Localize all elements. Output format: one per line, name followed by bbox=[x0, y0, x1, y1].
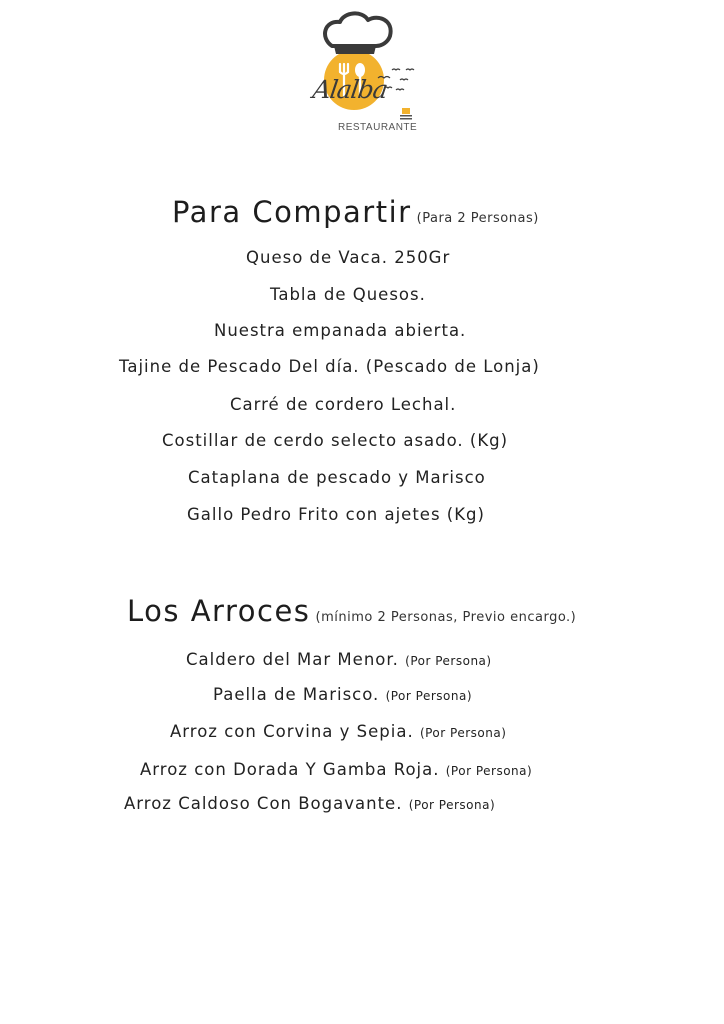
menu-item-label: Paella de Marisco. bbox=[213, 685, 380, 704]
menu-item bbox=[124, 794, 495, 813]
menu-item: Cataplana de pescado y Marisco bbox=[188, 468, 486, 487]
section-note: (mínimo 2 Personas, Previo encargo.) bbox=[315, 610, 577, 625]
menu-item-note: (Por Persona) bbox=[385, 689, 473, 703]
menu-item: Tabla de Quesos. bbox=[270, 285, 426, 304]
menu-item-label: Arroz con Dorada Y Gamba Roja. bbox=[140, 760, 440, 779]
menu-item bbox=[170, 722, 506, 741]
menu-item: Carré de cordero Lechal. bbox=[230, 395, 457, 414]
menu-item: Costillar de cerdo selecto asado. (Kg) bbox=[162, 431, 509, 450]
logo-name: Alalba bbox=[310, 75, 389, 104]
section-title: Los Arroces bbox=[127, 594, 311, 628]
menu-item-note: (Por Persona) bbox=[405, 654, 492, 668]
menu-item: Tajine de Pescado Del día. (Pescado de Lonja) bbox=[119, 357, 540, 376]
menu-item-note: (Por Persona) bbox=[408, 798, 496, 812]
menu-item bbox=[186, 650, 492, 669]
logo-subtitle: RESTAURANTE bbox=[338, 122, 418, 133]
menu-item: Nuestra empanada abierta. bbox=[214, 321, 467, 340]
menu-item bbox=[140, 760, 532, 779]
section-title-compartir bbox=[172, 195, 539, 229]
section-title-arroces bbox=[127, 594, 576, 628]
restaurant-logo-icon bbox=[310, 8, 426, 140]
menu-item-note: (Por Persona) bbox=[445, 764, 533, 778]
menu-item-label: Arroz Caldoso Con Bogavante. bbox=[124, 794, 403, 813]
section-title: Para Compartir bbox=[172, 195, 412, 229]
menu-item-label: Arroz con Corvina y Sepia. bbox=[170, 722, 414, 741]
section-note: (Para 2 Personas) bbox=[416, 211, 539, 226]
menu-item: Gallo Pedro Frito con ajetes (Kg) bbox=[187, 505, 485, 524]
menu-item-note: (Por Persona) bbox=[419, 726, 507, 740]
menu-item bbox=[213, 685, 472, 704]
menu-item-label: Caldero del Mar Menor. bbox=[186, 650, 399, 669]
menu-item: Queso de Vaca. 250Gr bbox=[246, 248, 451, 267]
